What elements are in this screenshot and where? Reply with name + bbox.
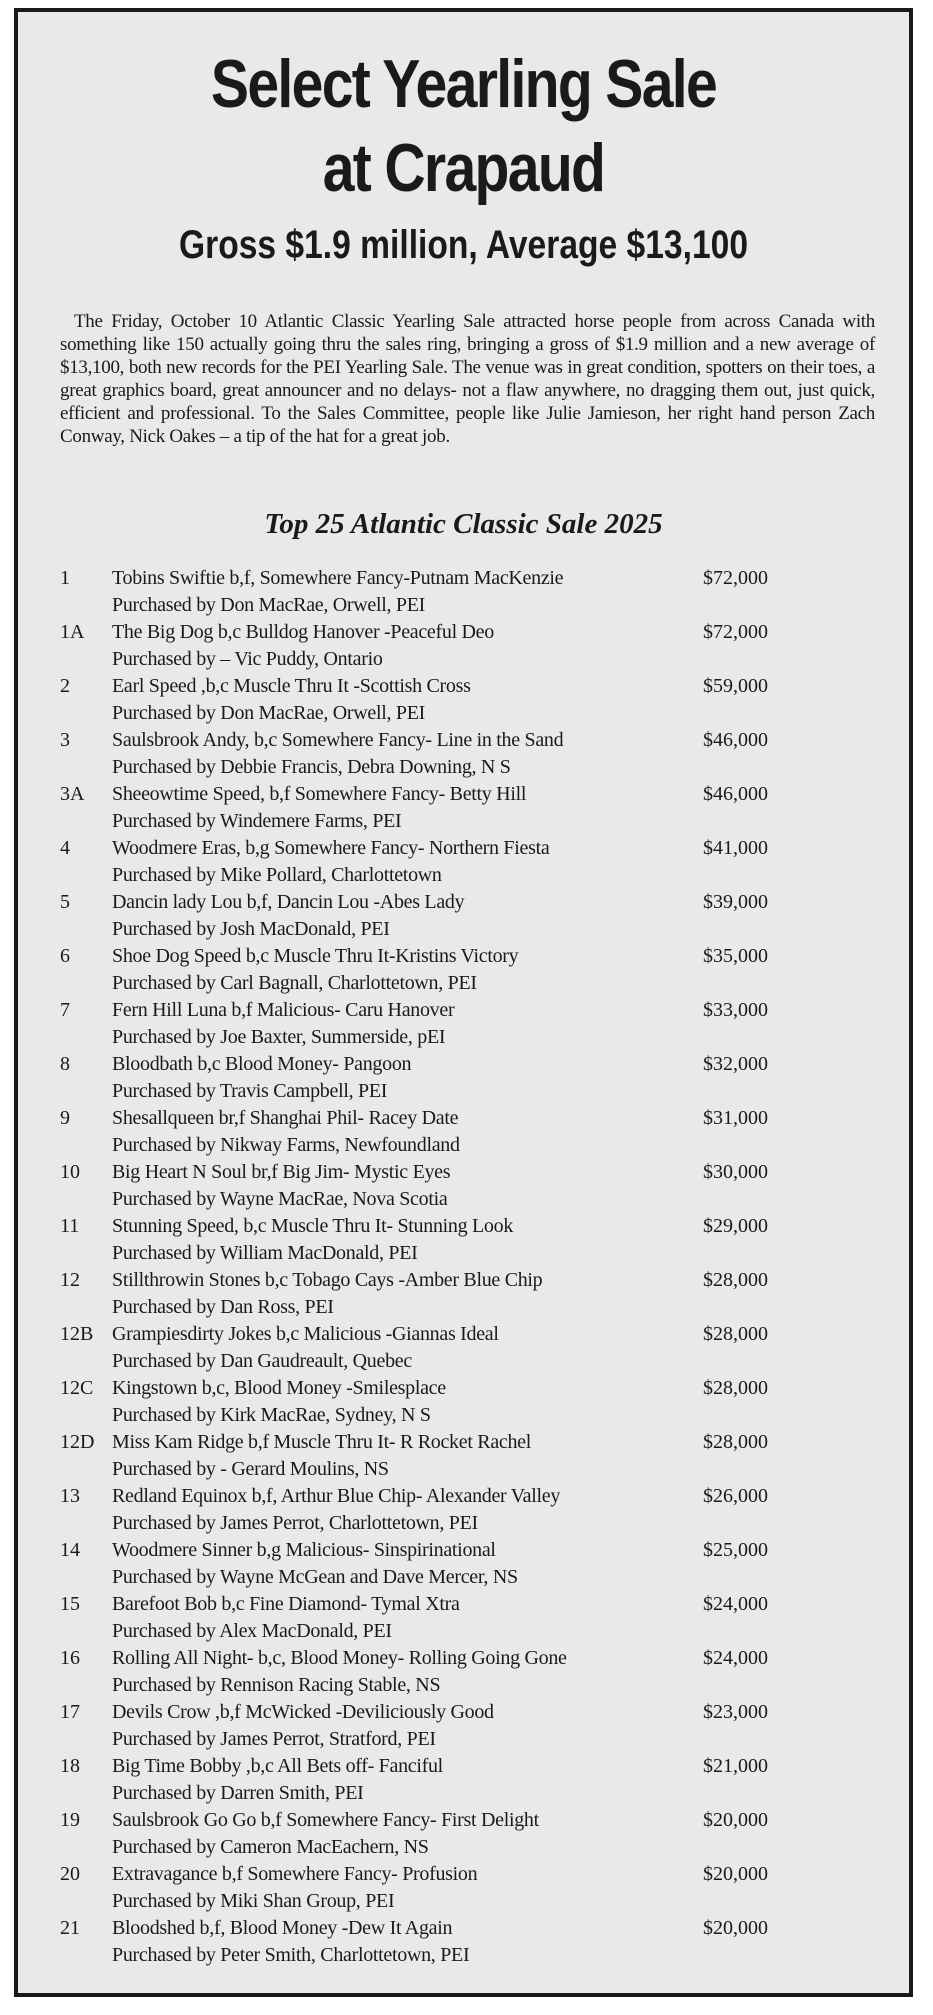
sale-price: $33,000 bbox=[703, 999, 768, 1021]
headline bbox=[89, 42, 837, 210]
sale-price: $28,000 bbox=[703, 1323, 768, 1345]
buyer-line: Purchased by Wayne McGean and Dave Mercer, NS bbox=[112, 1566, 518, 1588]
horse-description: Woodmere Sinner b,g Malicious- Sinspirinational bbox=[112, 1539, 496, 1561]
sale-price: $39,000 bbox=[703, 891, 768, 913]
subheadline: Gross $1.9 million, Average $13,100 bbox=[178, 223, 749, 267]
lot-number: 12C bbox=[60, 1377, 94, 1399]
horse-description: Devils Crow ,b,f McWicked -Deviliciously Good bbox=[112, 1701, 494, 1723]
horse-description: Big Heart N Soul br,f Big Jim- Mystic Eyes bbox=[112, 1161, 451, 1183]
lot-number: 21 bbox=[60, 1917, 80, 1939]
buyer-line: Purchased by Wayne MacRae, Nova Scotia bbox=[112, 1188, 448, 1210]
buyer-line: Purchased by Dan Ross, PEI bbox=[112, 1296, 334, 1318]
intro-paragraph: The Friday, October 10 Atlantic Classic Yearling Sale attracted horse people from across Canada with something like 150 actually going thru the sales ring, bringing a gross of $1.9 million and a new average of $13,100, both new records for the PEI Yearling Sale. The venue was in great condition, spotters on their toes, a great graphics board, great announcer and no delays- not a flaw anywhere, no dragging them out, just quick, efficient and professional. To the Sales Committee, people like Julie Jamieson, her right hand person Zach Conway, Nick Oakes – a tip of the hat for a great job. bbox=[60, 311, 875, 447]
sale-entry bbox=[60, 673, 840, 727]
lot-number: 13 bbox=[60, 1485, 80, 1507]
horse-description: Bloodshed b,f, Blood Money -Dew It Again bbox=[112, 1917, 453, 1939]
buyer-line: Purchased by Don MacRae, Orwell, PEI bbox=[112, 702, 426, 724]
horse-description: Big Time Bobby ,b,c All Bets off- Fanciful bbox=[112, 1755, 443, 1777]
sale-price: $26,000 bbox=[703, 1485, 768, 1507]
sale-entry bbox=[60, 1483, 840, 1537]
buyer-line: Purchased by Travis Campbell, PEI bbox=[112, 1080, 388, 1102]
buyer-line: Purchased by Don MacRae, Orwell, PEI bbox=[112, 594, 426, 616]
sale-entry bbox=[60, 1699, 840, 1753]
sale-entry bbox=[60, 1051, 840, 1105]
sale-price: $25,000 bbox=[703, 1539, 768, 1561]
lot-number: 6 bbox=[60, 945, 70, 967]
lot-number: 17 bbox=[60, 1701, 80, 1723]
lot-number: 16 bbox=[60, 1647, 80, 1669]
buyer-line: Purchased by Cameron MacEachern, NS bbox=[112, 1836, 429, 1858]
results-heading: Top 25 Atlantic Classic Sale 2025 bbox=[264, 508, 663, 540]
lot-number: 19 bbox=[60, 1809, 80, 1831]
sale-entry bbox=[60, 565, 840, 619]
sale-price: $72,000 bbox=[703, 567, 768, 589]
lot-number: 5 bbox=[60, 891, 70, 913]
sale-entry bbox=[60, 1213, 840, 1267]
sale-entry bbox=[60, 889, 840, 943]
sale-price: $28,000 bbox=[703, 1269, 768, 1291]
sale-price: $20,000 bbox=[703, 1863, 768, 1885]
sale-entry bbox=[60, 1645, 840, 1699]
sale-price: $21,000 bbox=[703, 1755, 768, 1777]
horse-description: Saulsbrook Andy, b,c Somewhere Fancy- Line in the Sand bbox=[112, 729, 564, 751]
horse-description: Kingstown b,c, Blood Money -Smilesplace bbox=[112, 1377, 446, 1399]
buyer-line: Purchased by James Perrot, Stratford, PEI bbox=[112, 1728, 436, 1750]
lot-number: 3 bbox=[60, 729, 70, 751]
buyer-line: Purchased by - Gerard Moulins, NS bbox=[112, 1458, 389, 1480]
lot-number: 1A bbox=[60, 621, 85, 643]
sale-entry bbox=[60, 1375, 840, 1429]
buyer-line: Purchased by – Vic Puddy, Ontario bbox=[112, 648, 383, 670]
headline-line-2: at Crapaud bbox=[322, 130, 605, 206]
sale-entry bbox=[60, 1861, 840, 1915]
buyer-line: Purchased by Josh MacDonald, PEI bbox=[112, 918, 390, 940]
buyer-line: Purchased by Joe Baxter, Summerside, pEI bbox=[112, 1026, 446, 1048]
buyer-line: Purchased by Rennison Racing Stable, NS bbox=[112, 1674, 441, 1696]
sale-entry bbox=[60, 619, 840, 673]
lot-number: 7 bbox=[60, 999, 70, 1021]
lot-number: 2 bbox=[60, 675, 70, 697]
horse-description: Grampiesdirty Jokes b,c Malicious -Giannas Ideal bbox=[112, 1323, 499, 1345]
lot-number: 12B bbox=[60, 1323, 94, 1345]
sale-price: $46,000 bbox=[703, 783, 768, 805]
sale-entry bbox=[60, 1915, 840, 1969]
horse-description: Barefoot Bob b,c Fine Diamond- Tymal Xtra bbox=[112, 1593, 460, 1615]
sale-entry bbox=[60, 1321, 840, 1375]
sale-entry bbox=[60, 1537, 840, 1591]
sale-entry bbox=[60, 997, 840, 1051]
horse-description: Miss Kam Ridge b,f Muscle Thru It- R Rocket Rachel bbox=[112, 1431, 532, 1453]
sale-entry bbox=[60, 1591, 840, 1645]
horse-description: Sheeowtime Speed, b,f Somewhere Fancy- Betty Hill bbox=[112, 783, 527, 805]
lot-number: 18 bbox=[60, 1755, 80, 1777]
sales-list bbox=[60, 565, 840, 1969]
lot-number: 1 bbox=[60, 567, 70, 589]
sale-price: $29,000 bbox=[703, 1215, 768, 1237]
sale-price: $20,000 bbox=[703, 1809, 768, 1831]
sale-price: $20,000 bbox=[703, 1917, 768, 1939]
sale-price: $30,000 bbox=[703, 1161, 768, 1183]
sale-price: $59,000 bbox=[703, 675, 768, 697]
lot-number: 20 bbox=[60, 1863, 80, 1885]
article-frame bbox=[14, 8, 913, 1997]
sale-entry bbox=[60, 943, 840, 997]
lot-number: 4 bbox=[60, 837, 70, 859]
sale-entry bbox=[60, 1429, 840, 1483]
lot-number: 15 bbox=[60, 1593, 80, 1615]
sale-price: $23,000 bbox=[703, 1701, 768, 1723]
sale-price: $32,000 bbox=[703, 1053, 768, 1075]
horse-description: Saulsbrook Go Go b,f Somewhere Fancy- First Delight bbox=[112, 1809, 539, 1831]
buyer-line: Purchased by Darren Smith, PEI bbox=[112, 1782, 364, 1804]
buyer-line: Purchased by Debbie Francis, Debra Downing, N S bbox=[112, 756, 511, 778]
horse-description: Rolling All Night- b,c, Blood Money- Rolling Going Gone bbox=[112, 1647, 567, 1669]
sale-price: $35,000 bbox=[703, 945, 768, 967]
sale-price: $46,000 bbox=[703, 729, 768, 751]
sale-price: $72,000 bbox=[703, 621, 768, 643]
headline-line-1: Select Yearling Sale bbox=[210, 46, 717, 122]
buyer-line: Purchased by Miki Shan Group, PEI bbox=[112, 1890, 395, 1912]
lot-number: 14 bbox=[60, 1539, 80, 1561]
horse-description: Stillthrowin Stones b,c Tobago Cays -Amber Blue Chip bbox=[112, 1269, 543, 1291]
horse-description: The Big Dog b,c Bulldog Hanover -Peaceful Deo bbox=[112, 621, 494, 643]
buyer-line: Purchased by James Perrot, Charlottetown, PEI bbox=[112, 1512, 478, 1534]
sale-entry bbox=[60, 1753, 840, 1807]
lot-number: 8 bbox=[60, 1053, 70, 1075]
buyer-line: Purchased by Windemere Farms, PEI bbox=[112, 810, 402, 832]
sale-entry bbox=[60, 1267, 840, 1321]
sale-price: $28,000 bbox=[703, 1377, 768, 1399]
sale-price: $31,000 bbox=[703, 1107, 768, 1129]
horse-description: Shoe Dog Speed b,c Muscle Thru It-Kristins Victory bbox=[112, 945, 519, 967]
horse-description: Extravagance b,f Somewhere Fancy- Profusion bbox=[112, 1863, 478, 1885]
sale-price: $41,000 bbox=[703, 837, 768, 859]
lot-number: 11 bbox=[60, 1215, 80, 1237]
lot-number: 9 bbox=[60, 1107, 70, 1129]
lot-number: 10 bbox=[60, 1161, 80, 1183]
buyer-line: Purchased by Carl Bagnall, Charlottetown, PEI bbox=[112, 972, 477, 994]
sale-entry bbox=[60, 727, 840, 781]
lot-number: 3A bbox=[60, 783, 85, 805]
buyer-line: Purchased by Mike Pollard, Charlottetown bbox=[112, 864, 442, 886]
horse-description: Bloodbath b,c Blood Money- Pangoon bbox=[112, 1053, 412, 1075]
lot-number: 12 bbox=[60, 1269, 80, 1291]
sale-entry bbox=[60, 1159, 840, 1213]
sale-price: $24,000 bbox=[703, 1647, 768, 1669]
buyer-line: Purchased by Dan Gaudreault, Quebec bbox=[112, 1350, 412, 1372]
horse-description: Dancin lady Lou b,f, Dancin Lou -Abes Lady bbox=[112, 891, 465, 913]
sale-entry bbox=[60, 835, 840, 889]
horse-description: Stunning Speed, b,c Muscle Thru It- Stunning Look bbox=[112, 1215, 514, 1237]
horse-description: Fern Hill Luna b,f Malicious- Caru Hanover bbox=[112, 999, 455, 1021]
buyer-line: Purchased by Nikway Farms, Newfoundland bbox=[112, 1134, 460, 1156]
horse-description: Earl Speed ,b,c Muscle Thru It -Scottish Cross bbox=[112, 675, 471, 697]
buyer-line: Purchased by William MacDonald, PEI bbox=[112, 1242, 418, 1264]
sale-entry bbox=[60, 1105, 840, 1159]
buyer-line: Purchased by Kirk MacRae, Sydney, N S bbox=[112, 1404, 431, 1426]
lot-number: 12D bbox=[60, 1431, 95, 1453]
buyer-line: Purchased by Peter Smith, Charlottetown, PEI bbox=[112, 1944, 470, 1966]
horse-description: Woodmere Eras, b,g Somewhere Fancy- Northern Fiesta bbox=[112, 837, 550, 859]
horse-description: Tobins Swiftie b,f, Somewhere Fancy-Putnam MacKenzie bbox=[112, 567, 564, 589]
sale-entry bbox=[60, 781, 840, 835]
sale-price: $24,000 bbox=[703, 1593, 768, 1615]
sale-price: $28,000 bbox=[703, 1431, 768, 1453]
buyer-line: Purchased by Alex MacDonald, PEI bbox=[112, 1620, 392, 1642]
horse-description: Shesallqueen br,f Shanghai Phil- Racey Date bbox=[112, 1107, 459, 1129]
horse-description: Redland Equinox b,f, Arthur Blue Chip- Alexander Valley bbox=[112, 1485, 561, 1507]
sale-entry bbox=[60, 1807, 840, 1861]
